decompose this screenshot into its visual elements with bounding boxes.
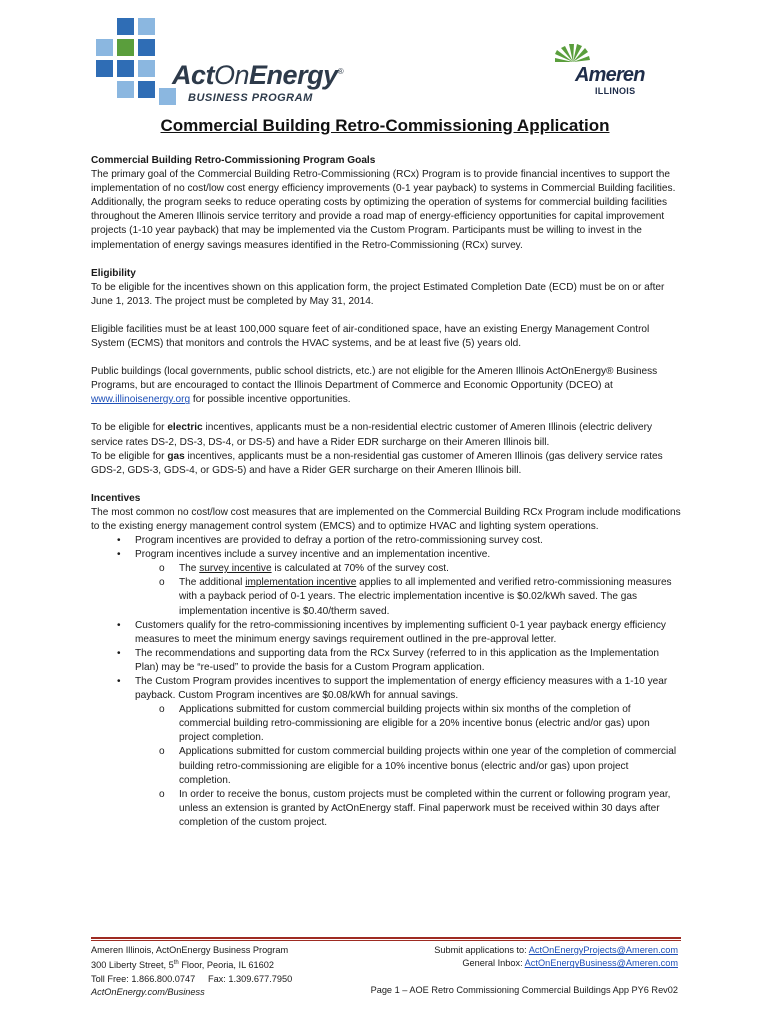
list-item: • The recommendations and supporting data from the RCx Survey (referred to in this application as the Implementation Plan) may be “re-used” to provide the basis for a Custom Program application. (91, 647, 681, 675)
footer-website: ActOnEnergy.com/Business (91, 987, 205, 998)
goals-text: The primary goal of the Commercial Building Retro-Commissioning (RCx) Program is to provide financial incentives to support the implementation of no cost/low cost energy efficiency improvements (0-1 year payback) to systems in Commercial Building facilities. Additionally, the program seeks to reduce operating costs by optimizing the operation of systems for commercial building facilities throughout the Ameren Illinois service territory and provide a road map of energy-efficiency opportunities for capital improvement projects (1-10 year payback) that may be implemented via the Custom Program. Participants must be willing to invest in the implementation of energy savings measures identified in the Retro-Commissioning (RCx) survey. (91, 169, 676, 251)
footer-phones: Toll Free: 1.866.800.0747 Fax: 1.309.677.7950 (91, 973, 293, 984)
list-item: • Customers qualify for the retro-commissioning incentives by implementing sufficient 0-1 year payback energy efficiency measures to meet the minimum energy savings requirement outlined in the pre-approval letter. (91, 619, 681, 647)
ameren-logo (555, 44, 665, 104)
business-program-label: BUSINESS PROGRAM (188, 92, 313, 104)
list-item: o The survey incentive is calculated at 70% of the survey cost. (133, 562, 681, 576)
eligibility-heading: Eligibility (91, 267, 136, 279)
sub-list (135, 703, 681, 830)
ameren-wordmark: Ameren (575, 64, 645, 86)
incentives-heading: Incentives (91, 492, 141, 504)
general-email-link[interactable]: ActOnEnergyBusiness@Ameren.com (524, 958, 678, 969)
actonenergy-logo (90, 16, 343, 108)
list-item: • The Custom Program provides incentives to support the implementation of energy efficiency measures with a 1-10 year payback. Custom Program incentives are $0.08/kWh for annual savings. o Applications submitted for custom commercial building projects within six months of the completion of commercial building retro-commissioning are eligible for a 20% incentive bonus (electric and/or gas) upon project completion. o Applications submitted for custom commercial building projects within one year of the completion of commercial building retro-commissioning are eligible for a 10% incentive bonus (electric and/or gas) upon project completion. o In order to receive the bonus, custom projects must be completed within the current or following program year, unless an extension is granted by ActOnEnergy staff. Final paperwork must be received within 30 days after completion of the custom project. (91, 675, 681, 830)
footer-org: Ameren Illinois, ActOnEnergy Business Program (91, 945, 289, 955)
footer-divider (91, 940, 681, 941)
list-item: o The additional implementation incentive applies to all implemented and verified retro-commissioning measures with a payback period of 0-1 years. The electric implementation incentive is $0.02/kWh saved. The gas implementation incentive is $0.40/therm saved. (133, 576, 681, 618)
eligibility-dates: To be eligible for the incentives shown on this application form, the project Estimated Completion Date (ECD) must be on or after June 1, 2013. The project must be completed by May 31, 2014. (91, 281, 665, 307)
footer-address: 300 Liberty Street, 5th Floor, Peoria, IL 61602 (91, 960, 274, 971)
document-title: Commercial Building Retro-Commissioning Application (160, 116, 610, 135)
submit-line: Submit applications to: ActOnEnergyProjects@Ameren.com (434, 945, 678, 955)
footer-submission (358, 944, 678, 998)
list-item: o In order to receive the bonus, custom projects must be completed within the current or following program year, unless an extension is granted by ActOnEnergy staff. Final paperwork must be received within 30 days after completion of the custom project. (133, 788, 681, 830)
eligibility-facilities: Eligible facilities must be at least 100,000 square feet of air-conditioned space, have an existing Energy Management Control System (ECMS) that monitors and controls the HVAC systems, and be at least five (5) years old. (91, 323, 650, 350)
incentives-intro: The most common no cost/low cost measures that are implemented on the Commercial Building RCx Program include modifications to the existing energy management control system (EMCS) and to optimize HVAC and lighting system operations. (91, 506, 681, 532)
eligibility-electric: To be eligible for electric incentives, applicants must be a non-residential electric customer of Ameren Illinois (electric delivery service rates DS-2, DS-3, DS-4, or DS-5) and have a Rider EDR surcharge on their Ameren Illinois bill. (91, 422, 653, 448)
goals-heading: Commercial Building Retro-Commissioning Program Goals (91, 155, 376, 166)
submit-email-link[interactable]: ActOnEnergyProjects@Ameren.com (528, 945, 678, 955)
document-body (91, 154, 681, 830)
illinoisenergy-link[interactable]: www.illinoisenergy.org (91, 394, 191, 406)
eligibility-gas: To be eligible for gas incentives, applicants must be a non-residential gas customer of Ameren Illinois (gas delivery service rates GDS-2, GDS-3, GDS-4, or GDS-5) and have a Rider GER surcharge on their Ameren Illinois bill. (91, 450, 663, 476)
general-inbox-line: General Inbox: ActOnEnergyBusiness@Ameren.com (462, 958, 678, 969)
list-item: o Applications submitted for custom commercial building projects within one year of the completion of commercial building retro-commissioning are eligible for a 10% incentive bonus (electric and/or gas) upon project completion. (133, 745, 681, 787)
list-item: o Applications submitted for custom commercial building projects within six months of the completion of commercial building retro-commissioning are eligible for a 20% incentive bonus (electric and/or gas) upon project completion. (133, 703, 681, 745)
sub-list (135, 562, 681, 618)
footer-divider (91, 937, 681, 939)
logo-grid-icon (90, 16, 180, 108)
incentives-list (91, 534, 681, 830)
actonenergy-wordmark: ActOnEnergy® (172, 60, 343, 90)
list-item: • Program incentives are provided to defray a portion of the retro-commissioning survey cost. (91, 534, 681, 548)
page-info: Page 1 – AOE Retro Commissioning Commercial Buildings App PY6 Rev02 (370, 985, 678, 996)
illinois-label: ILLINOIS (595, 86, 636, 96)
eligibility-public-buildings: Public buildings (local governments, public school districts, etc.) are not eligible for the Ameren Illinois ActOnEnergy® Business Programs, but are encouraged to contact the Illinois Department of Commerce and Economic Opportunity (DCEO) at www.illinoisenergy.org for possible incentive opportunities. (91, 366, 658, 406)
list-item: • Program incentives include a survey incentive and an implementation incentive. o The survey incentive is calculated at 70% of the survey cost. o The additional implementation incentive applies to all implemented and verified retro-commissioning measures with a payback period of 0-1 years. The electric implementation incentive is $0.02/kWh saved. The gas implementation incentive is $0.40/therm saved. (91, 548, 681, 618)
